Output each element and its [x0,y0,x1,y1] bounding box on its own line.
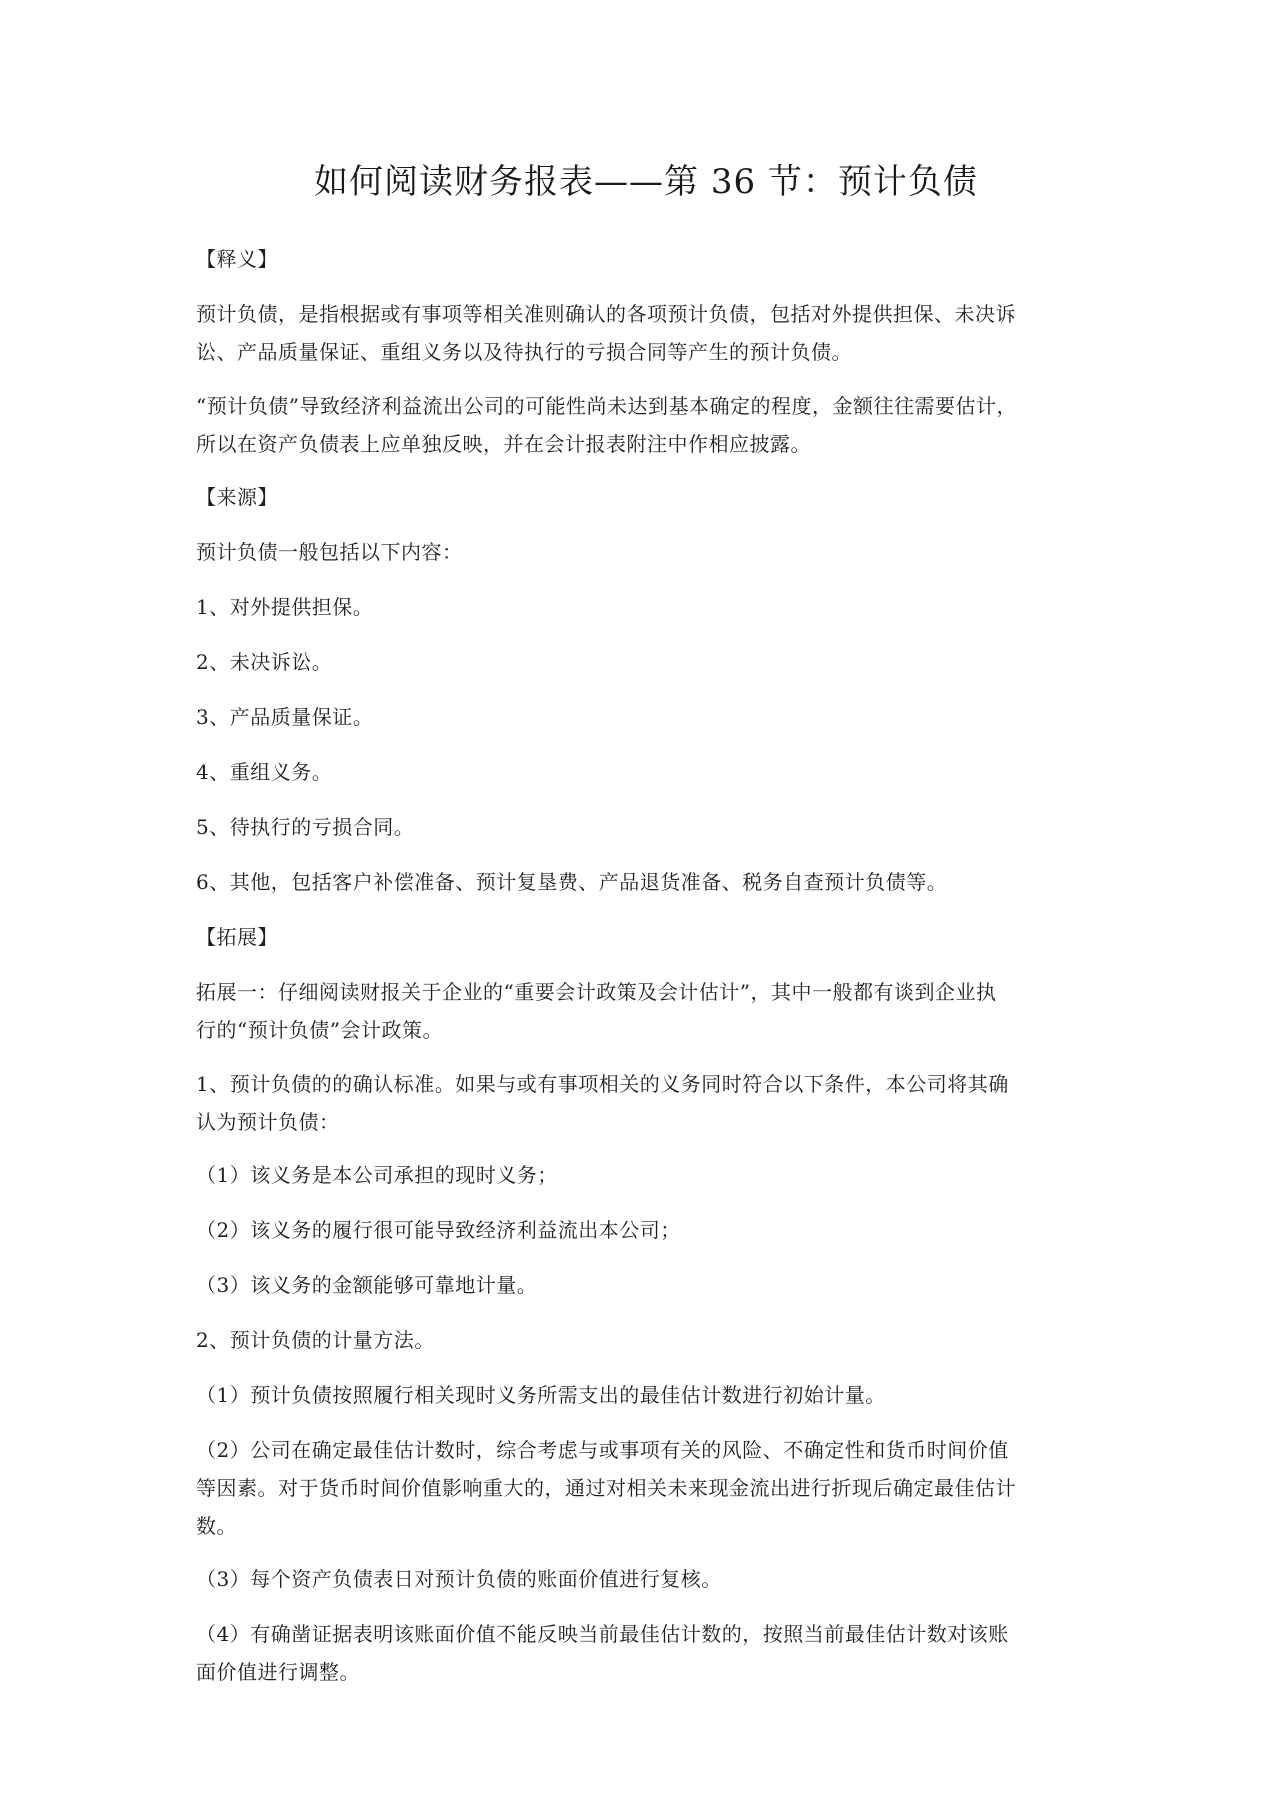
text-line: （4）有确凿证据表明该账面价值不能反映当前最佳估计数的，按照当前最佳估计数对该账 [196,1622,1009,1646]
text-line: 【来源】 [196,485,278,509]
text-line: 1、对外提供担保。 [196,595,374,619]
list-item-5 [196,808,1096,846]
text-line: （2）该义务的履行很可能导致经济利益流出本公司； [196,1218,681,1242]
text-line: 拓展一：仔细阅读财报关于企业的“重要会计政策及会计估计”，其中一般都有谈到企业执 [196,980,997,1004]
list-item-2 [196,643,1096,681]
text-line: （3）该义务的金额能够可靠地计量。 [196,1273,538,1297]
list-item-4 [196,753,1096,791]
text-line: （1）该义务是本公司承担的现时义务； [196,1163,558,1187]
section-heading-source [196,478,1096,516]
text-line: （1）预计负债按照履行相关现时义务所需支出的最佳估计数进行初始计量。 [196,1383,886,1407]
measurement-item-4 [196,1615,1096,1691]
text-line: 3、产品质量保证。 [196,705,374,729]
text-line: （3）每个资产负债表日对预计负债的账面价值进行复核。 [196,1567,722,1591]
text-line: 等因素。对于货币时间价值影响重大的，通过对相关未来现金流出进行折现后确定最佳估计 [196,1476,1016,1500]
measurement-item-3 [196,1560,1096,1598]
text-line: 认为预计负债： [196,1110,340,1134]
paragraph-definition-2 [196,387,1096,463]
text-line: 【拓展】 [196,925,278,949]
text-line: 讼、产品质量保证、重组义务以及待执行的亏损合同等产生的预计负债。 [196,340,852,364]
criteria-item-3 [196,1266,1096,1304]
document-title: 如何阅读财务报表——第 36 节：预计负债 [314,162,978,202]
paragraph-source-intro [196,533,1096,571]
criteria-item-1 [196,1156,1096,1194]
text-line: 2、未决诉讼。 [196,650,333,674]
text-line: 面价值进行调整。 [196,1660,360,1684]
list-item-3 [196,698,1096,736]
list-item-6 [196,863,1096,901]
paragraph-measurement-method [196,1321,1096,1359]
text-line: （2）公司在确定最佳估计数时，综合考虑与或事项有关的风险、不确定性和货币时间价值 [196,1438,1009,1462]
text-line: 预计负债一般包括以下内容： [196,540,463,564]
text-line: 2、预计负债的计量方法。 [196,1328,435,1352]
text-line: 预计负债，是指根据或有事项等相关准则确认的各项预计负债，包括对外提供担保、未决诉 [196,302,1016,326]
text-line: 【释义】 [196,247,278,271]
text-line: 6、其他，包括客户补偿准备、预计复垦费、产品退货准备、税务自查预计负债等。 [196,870,948,894]
text-line: 行的“预计负债”会计政策。 [196,1018,443,1042]
text-line: 5、待执行的亏损合同。 [196,815,415,839]
paragraph-recognition-criteria [196,1065,1096,1141]
list-item-1 [196,588,1096,626]
paragraph-extension-1 [196,973,1096,1049]
text-line: 所以在资产负债表上应单独反映，并在会计报表附注中作相应披露。 [196,432,811,456]
measurement-item-2 [196,1431,1096,1545]
text-line: 1、预计负债的的确认标准。如果与或有事项相关的义务同时符合以下条件，本公司将其确 [196,1072,1009,1096]
section-heading-definition [196,240,1096,278]
paragraph-definition-1 [196,295,1096,371]
section-heading-extension [196,918,1096,956]
criteria-item-2 [196,1211,1096,1249]
text-line: 数。 [196,1514,237,1538]
text-line: 4、重组义务。 [196,760,333,784]
measurement-item-1 [196,1376,1096,1414]
text-line: “预计负债”导致经济利益流出公司的可能性尚未达到基本确定的程度，金额往往需要估计， [196,394,1017,418]
